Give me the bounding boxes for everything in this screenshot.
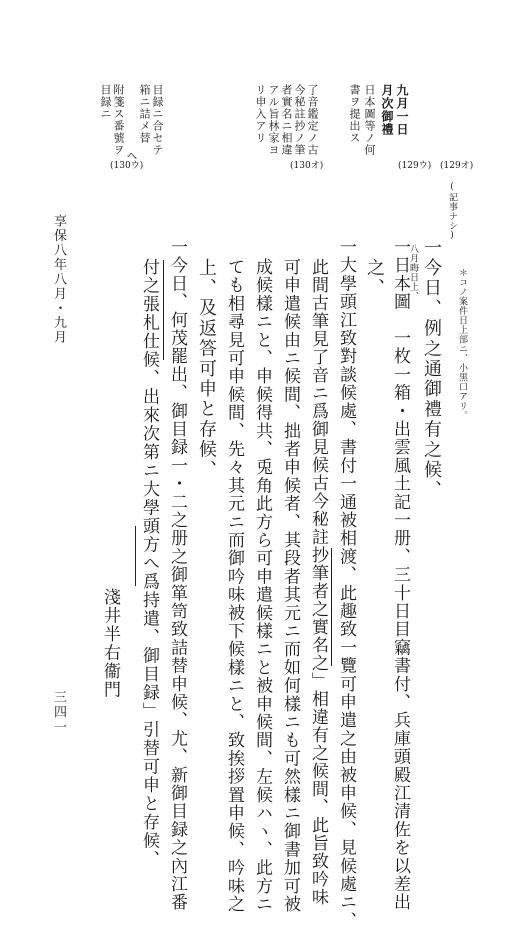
header-note-date: 九月一日 <box>395 84 409 136</box>
body-line-1: 一今日、例之通御禮有之候、 <box>421 238 442 501</box>
body-line-11: 付之張札仕候、出來次第ニ大學頭方へ爲持遣、御目録」引替可申と存候、 <box>139 258 159 869</box>
body-line-9: 上、及返答可申と存候、 <box>196 258 217 481</box>
body-line-6: 可申遣候由ニ候間、拙者申候者、其段者其元ニ而如何樣ニも可然樣ニ御書加可被 <box>280 258 300 914</box>
header-note-moushiire: リ申入アリ <box>254 84 267 144</box>
header-note-he: ヘ <box>125 150 138 162</box>
folio-ref-130o: (130オ) <box>290 161 324 171</box>
page-number: 三四一 <box>51 690 66 735</box>
body-line-3: 之、 <box>364 258 385 299</box>
signature: 淺井半右衞門 <box>100 588 120 699</box>
header-note-map: 日本圖等ノ何 <box>363 84 376 156</box>
body-line-4: 一大學頭江致對談候處、書付一通被相渡、此趣致一覽可申遣之由被申候、見候處ニ、 <box>336 238 356 930</box>
sideline-mark <box>163 260 164 360</box>
header-note-kokin: 今秘註抄ノ筆 <box>293 84 306 156</box>
folio-ref-129o: (129オ) <box>440 161 474 171</box>
body-line-10: 一今日、何茂罷出、御目録一・二之册之御箪笥致詰替申候、尤、新御目録之內江番 <box>167 238 187 912</box>
body-line-7: 成候樣ニと、申候得共、兎角此方ら可申遣候樣ニと被申候間、左候ハヽ、此方ニ <box>252 258 272 914</box>
header-note-jitsumei: 者實名ニ相違 <box>280 84 293 156</box>
side-note-kiji: (記事ナシ) <box>447 182 457 241</box>
header-note-hako: 箱ニ詰メ替 <box>138 84 151 144</box>
sideline-mark <box>135 526 136 586</box>
body-line-5: 此間古筆見了音ニ爲御見候古今秘註抄筆者之實名之」相違有之候間、此旨致吟味 <box>308 258 328 906</box>
header-note-mokuroku: 目録ニ合セテ <box>151 84 164 156</box>
header-note-ryoon: 了音鑑定ノ古 <box>306 84 319 156</box>
running-head: 享保八年八月・九月 <box>51 214 66 345</box>
sideline-mark <box>331 548 332 666</box>
body-line-2-annotation: 八月晦日上、 <box>408 244 418 301</box>
body-line-8: ても相尋見可申候間、先々其元ニ而御吟味被下候樣ニと、致挨拶置申候、吟味之 <box>224 258 244 914</box>
folio-ref-130u: (130ウ) <box>110 161 144 171</box>
side-note-kokuguchi: ＊コノ案件日上部ニ、小黒口アリ。 <box>457 268 467 420</box>
header-note-submit: 書ヲ提出ス <box>348 84 361 144</box>
header-note-mokuroku-ni: 目録ニ <box>99 84 112 120</box>
header-note-monthly: 月次御禮 <box>380 84 394 136</box>
header-note-fusen: 附箋ス番號ヲ <box>112 84 125 156</box>
folio-ref-129u: (129ウ) <box>398 161 432 171</box>
body-line-2: 一日本圖 一枚一箱・出雲風土記一册、三十日目竊書付、兵庫頭殿江清佐を以差出 <box>390 238 410 912</box>
header-note-hayashi: アル旨林家ヨ <box>267 84 280 156</box>
